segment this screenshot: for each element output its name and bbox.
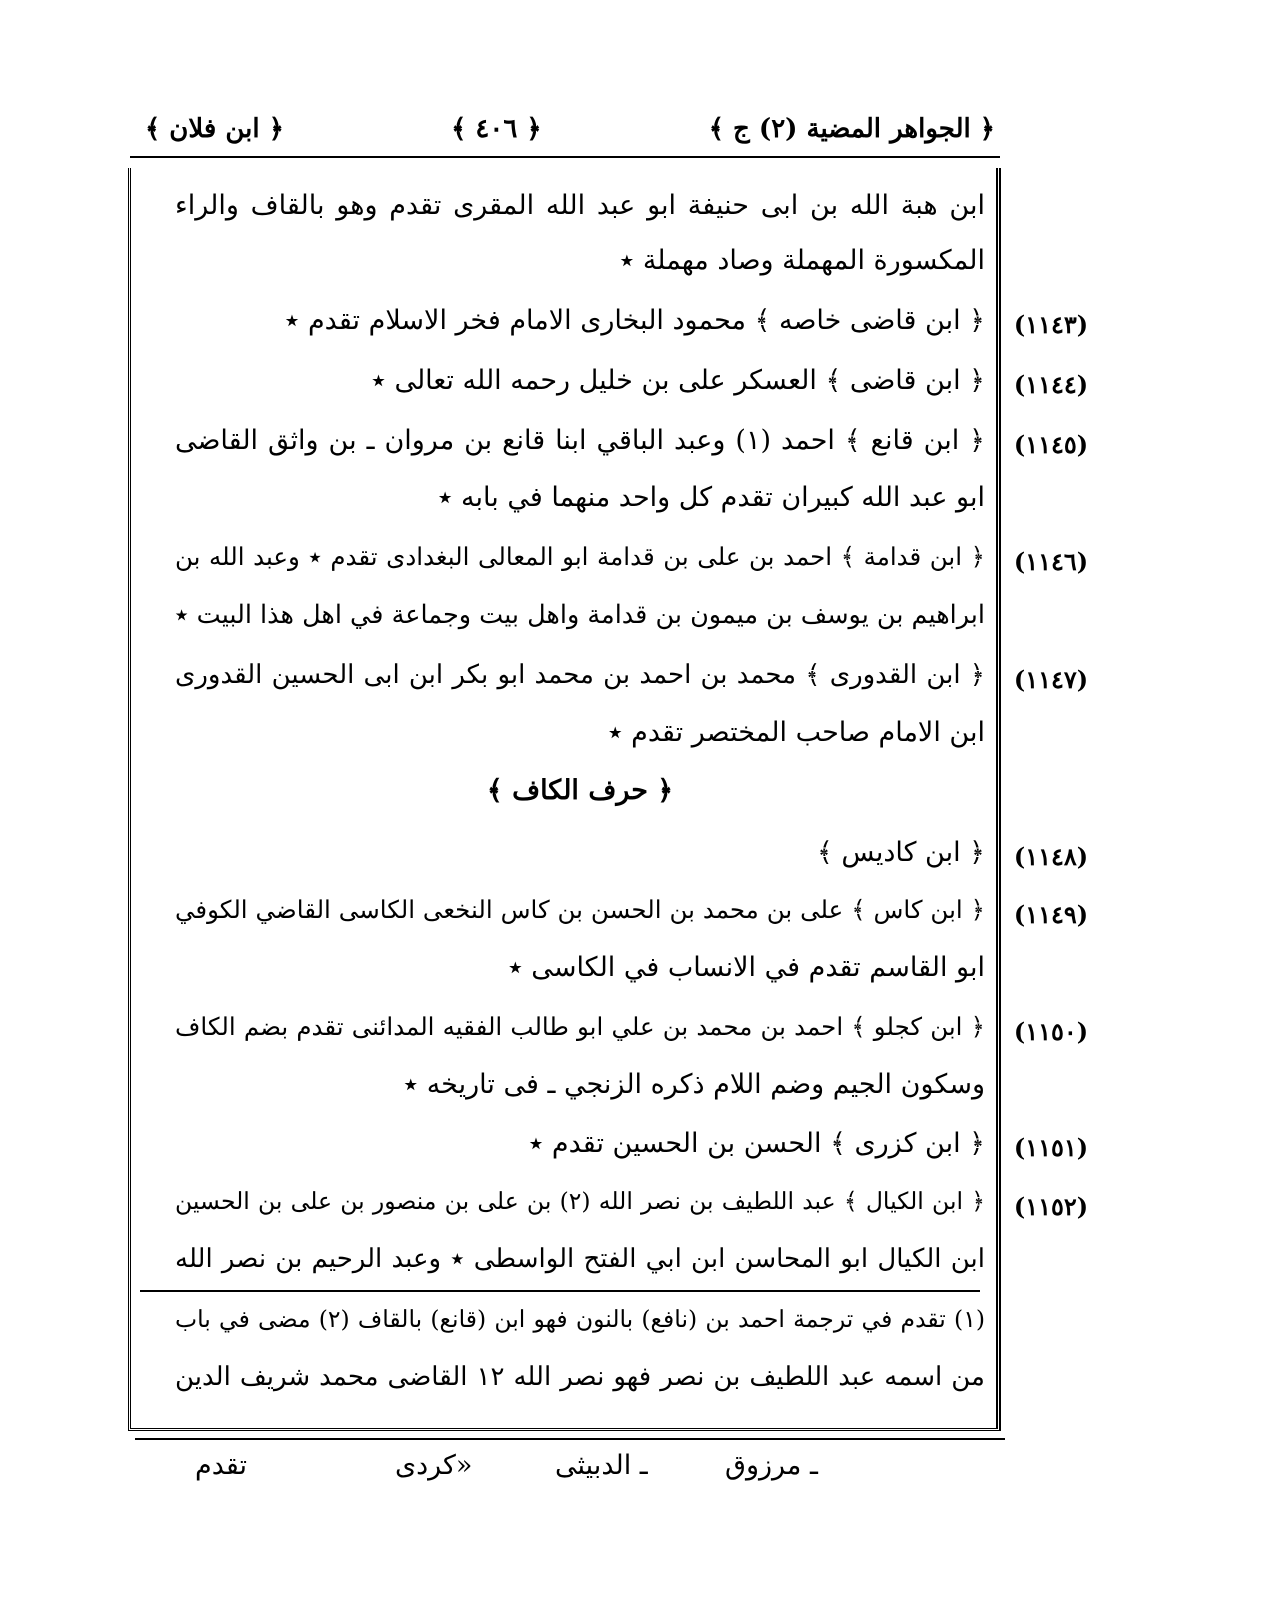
entry-line: ﴿ ابن الكيال ﴾ عبد اللطيف بن نصر الله (٢) بن على بن منصور بن على بن الحسين — [175, 1187, 985, 1215]
running-head — [145, 108, 995, 150]
entry-number: (١١٤٣) — [1013, 310, 1089, 339]
entry-line: ﴿ ابن القدورى ﴾ محمد بن احمد بن محمد ابو بكر ابن ابى الحسين القدورى — [175, 660, 985, 690]
entry-line: ﴿ ابن قاضى خاصه ﴾ محمود البخارى الامام فخر الاسلام تقدم ٭ — [284, 305, 985, 336]
entry-line: ابن الامام صاحب المختصر تقدم ٭ — [607, 717, 985, 748]
margin-note: ـ مرزوق — [725, 1450, 818, 1481]
entry-number: (١١٤٤) — [1013, 370, 1089, 399]
entry-line: ﴿ ابن قانع ﴾ احمد (١) وعبد الباقي ابنا قانع بن مروان ـ بن واثق القاضى — [175, 425, 985, 456]
entry-line: ﴿ ابن قاضى ﴾ العسكر على بن خليل رحمه الله تعالى ٭ — [371, 365, 985, 396]
footnote-line: (١) تقدم في ترجمة احمد بن (نافع) بالنون فهو ابن (قانع) بالقاف (٢) مضى في باب — [175, 1305, 985, 1333]
entry-number: (١١٤٩) — [1013, 900, 1089, 929]
margin-note: «كردى — [395, 1450, 473, 1481]
entry-number: (١١٤٦) — [1013, 547, 1089, 576]
entry-number: (١١٤٨) — [1013, 842, 1089, 871]
entry-line: ابن هبة الله بن ابى حنيفة ابو عبد الله المقرى تقدم وهو بالقاف والراء — [175, 190, 985, 221]
entry-number: (١١٤٧) — [1013, 665, 1089, 694]
entry-line: ﴿ ابن قدامة ﴾ احمد بن على بن قدامة ابو المعالى البغدادى تقدم ٭ وعبد الله بن — [175, 542, 985, 571]
entry-line: ابو عبد الله كبيران تقدم كل واحد منهما في بابه ٭ — [437, 482, 985, 513]
entry-line: ﴿ ابن كزرى ﴾ الحسن بن الحسين تقدم ٭ — [528, 1128, 985, 1159]
page-number: ﴿ ٤٠٦ ﴾ — [451, 114, 542, 144]
header-rule — [130, 156, 1000, 158]
entry-number: (١١٥٠) — [1013, 1017, 1089, 1046]
entry-line: ﴿ ابن كجلو ﴾ احمد بن محمد بن علي ابو طالب الفقيه المدائنى تقدم بضم الكاف — [175, 1012, 985, 1041]
margin-note: تقدم — [195, 1450, 248, 1481]
entry-line: وسكون الجيم وضم اللام ذكره الزنجي ـ فى تاريخه ٭ — [403, 1069, 985, 1100]
book-title: ﴿ الجواهر المضية (٢) ج ﴾ — [708, 114, 995, 144]
entry-line: ابن الكيال ابو المحاسن ابن ابي الفتح الواسطى ٭ وعبد الرحيم بن نصر الله — [175, 1244, 985, 1274]
section-title: ﴿ ابن فلان ﴾ — [145, 114, 284, 144]
entry-line: المكسورة المهملة وصاد مهملة ٭ — [619, 245, 985, 276]
footnote-line: من اسمه عبد اللطيف بن نصر فهو نصر الله ١٢ القاضى محمد شريف الدين — [175, 1362, 985, 1392]
entry-line: ابراهيم بن يوسف بن ميمون بن قدامة واهل بيت وجماعة في اهل هذا البيت ٭ — [174, 600, 985, 630]
section-heading: ﴿ حرف الكاف ﴾ — [486, 775, 674, 806]
entry-line: ﴿ ابن كاديس ﴾ — [817, 837, 985, 868]
entry-line: ﴿ ابن كاس ﴾ على بن محمد بن الحسن بن كاس النخعى الكاسى القاضي الكوفي — [175, 895, 985, 924]
entry-number: (١١٥٢) — [1013, 1192, 1089, 1221]
entry-number: (١١٤٥) — [1013, 430, 1089, 459]
footnote-rule — [140, 1290, 980, 1292]
entry-line: ابو القاسم تقدم في الانساب في الكاسى ٭ — [508, 952, 985, 983]
bottom-rule — [135, 1438, 1005, 1440]
entry-number: (١١٥١) — [1013, 1133, 1089, 1162]
margin-note: ـ الدبيثى — [555, 1450, 648, 1481]
